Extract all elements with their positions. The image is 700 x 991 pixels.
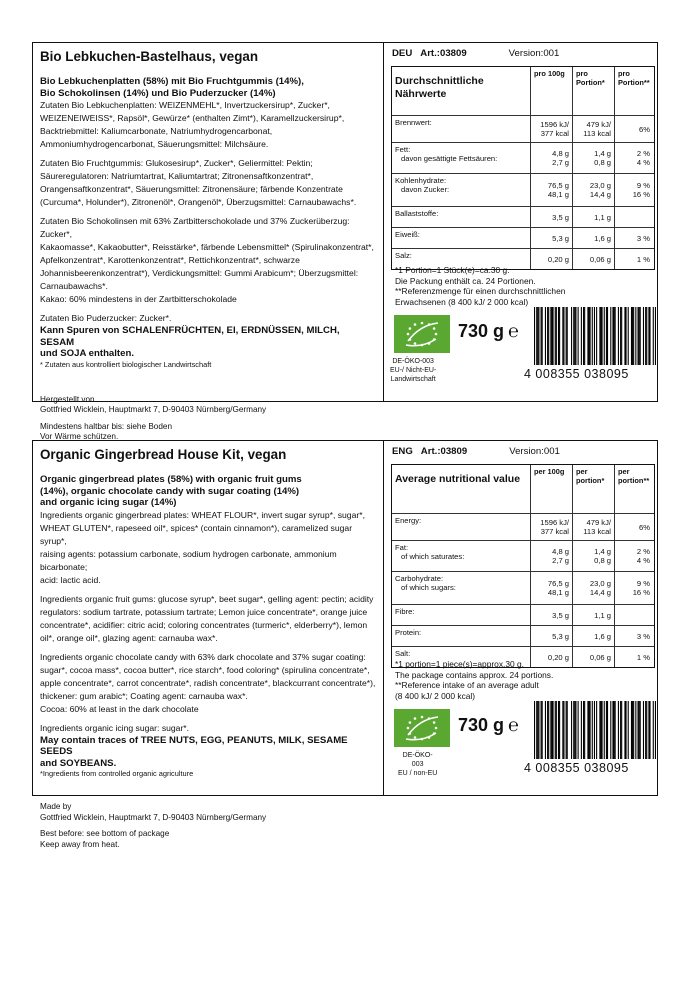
nutrient-value: 1,6 g	[572, 228, 614, 248]
footnote-line: **Reference intake of an average adult	[395, 680, 539, 690]
language-code: ENG	[392, 446, 413, 457]
nutrient-value: 479 kJ/ 113 kcal	[572, 514, 614, 540]
nutrient-name	[392, 572, 530, 604]
storage-info	[40, 829, 376, 850]
ean-number: 4 008355 038095	[524, 367, 629, 381]
ingredients-chocolate-line: sugar*, cocoa mass*, cocoa butter*, rice starch*, food coloring* (spirulina concentrate*,	[40, 664, 370, 675]
nutrient-label: Kohlenhydrate:	[395, 176, 447, 185]
nutrition-row	[392, 173, 654, 206]
nutrient-value: 0,06 g	[572, 647, 614, 667]
ingredients-chocolate-line: apple concentrate*, carrot concentrate*, radish concentrate*, blackcurrant concentrate*),	[40, 677, 376, 688]
nutrient-name	[392, 207, 530, 227]
ingredients-gingerbread	[40, 509, 376, 587]
nutrient-name	[392, 228, 530, 248]
organic-certification	[398, 751, 437, 778]
ingredients-fruit-gums-line: (Curcuma*, Holunder*), Zitronenöl*, Orangenöl*, Überzugsmittel: Carnaubawachs*.	[40, 197, 357, 207]
nutrition-column	[383, 43, 659, 401]
nutrient-sublabel: davon gesättigte Fettsäuren:	[401, 154, 498, 163]
nutrition-row	[392, 571, 654, 604]
ingredients-fruit-gums-line: oil*, orange oil*, glazing agent: carnauba wax*.	[40, 632, 218, 643]
allergen-warning-line: und SOJA enthalten.	[40, 348, 134, 359]
nutrient-value: 5,3 g	[530, 626, 572, 646]
portion-footnotes	[395, 659, 553, 701]
ingredients-gingerbread-line: Ingredients organic gingerbread plates: WHEAT FLOUR*, invert sugar syrup*, sugar*,	[40, 509, 365, 520]
nutrient-value: 1 %	[614, 249, 653, 269]
ingredients-fruit-gums-line: Säureregulatoren: Natriumtartrat, Kaliumtartrat; Zitronensaftkonzentrat*,	[40, 171, 314, 181]
nutrient-value: 1596 kJ/ 377 kcal	[530, 116, 572, 142]
ingredients-chocolate-line: Zutaten Bio Schokolinsen mit 63% Zartbitterschokolade und 37% Zuckerüberzug: Zucker*,	[40, 216, 350, 239]
version: Version:001	[508, 48, 560, 59]
ingredients-fruit-gums-line: concentrate*, acidifier: citric acid; coloring concentrates (turmeric*, elderberry*), lemon	[40, 619, 368, 630]
ean-barcode	[534, 307, 656, 365]
manufacturer-address: Gottfried Wicklein, Hauptmarkt 7, D-90403 Nürnberg/Germany	[40, 405, 267, 414]
cert-line: EU / non-EU	[398, 770, 438, 777]
best-before: Best before: see bottom of package	[40, 829, 170, 838]
ingredients-column	[33, 43, 383, 441]
ean-barcode	[534, 701, 656, 759]
ingredients-fruit-gums-line: Orangensaftkonzentrat*, Säuerungsmittel: Zitronensäure; färbende Konzentrate	[40, 184, 343, 194]
nutrient-sublabel: of which sugars:	[401, 583, 456, 592]
article-header	[392, 446, 560, 457]
nutrient-label: Energy:	[395, 516, 422, 525]
eu-organic-logo	[394, 709, 450, 747]
nutrition-row	[392, 604, 654, 625]
product-heading-line: Bio Schokolinsen (14%) und Bio Puderzucker (14%)	[40, 87, 276, 99]
ingredients-chocolate-line: Cocoa: 60% at least in the dark chocolate	[40, 703, 199, 714]
manufacturer	[40, 802, 376, 823]
nutrient-label: Ballaststoffe:	[395, 209, 439, 218]
nutrient-label: Salz:	[395, 251, 412, 260]
col-per-portion: pro Portion*	[572, 67, 614, 115]
cert-line: Landwirtschaft	[390, 376, 436, 383]
ingredients-chocolate-line: Kakaomasse*, Kakaobutter*, Reisstärke*, färbende Lebensmittel* (Spirulinakonzentrat*,	[40, 242, 374, 252]
nutrient-value: 3 %	[614, 228, 653, 248]
nutrient-value: 23,0 g 14,4 g	[572, 174, 614, 206]
nutrient-value: 1,1 g	[572, 207, 614, 227]
ingredients-chocolate-line: Apfelkonzentrat*, Karottenkonzentrat*, Rettichkonzentrat*, schwarze	[40, 255, 300, 265]
product-heading	[40, 76, 376, 99]
ingredients-gingerbread-line: Backtriebmittel: Kaliumcarbonate, Natriumhydrogencarbonat,	[40, 126, 273, 136]
nutrition-table	[391, 66, 655, 270]
version: Version:001	[509, 446, 560, 457]
product-heading	[40, 474, 376, 509]
nutrient-value: 0,20 g	[530, 647, 572, 667]
ingredients-fruit-gums-line: regulators: sodium tartrate, potassium tartrate; Lemon juice concentrate*, orange juice	[40, 606, 368, 617]
nutrition-column	[383, 441, 659, 795]
nutrient-value: 1,4 g 0,8 g	[572, 143, 614, 173]
ingredients-chocolate-line: Carnaubawachs*.	[40, 281, 108, 291]
nutrient-label: Eiweiß:	[395, 230, 420, 239]
nutrient-label: Brennwert:	[395, 118, 432, 127]
nutrient-label: Fat:	[395, 543, 409, 552]
nutrient-label: Fibre:	[395, 607, 415, 616]
footnote-line: Erwachsenen (8 400 kJ/ 2 000 kcal)	[395, 296, 529, 307]
col-per-100g: pro 100g	[530, 67, 572, 115]
nutrition-title: Average nutritional value	[395, 473, 521, 485]
nutrition-table	[391, 464, 655, 668]
nutrition-row	[392, 142, 654, 173]
ingredients-icing-sugar: Ingredients organic icing sugar: sugar*.	[40, 722, 190, 733]
nutrient-value: 4,8 g 2,7 g	[530, 143, 572, 173]
manufacturer	[40, 395, 376, 416]
nutrient-sublabel: davon Zucker:	[401, 185, 450, 194]
ingredients-column	[33, 441, 383, 849]
product-title: Bio Lebkuchen-Bastelhaus, vegan	[40, 49, 259, 64]
nutrient-name	[392, 143, 530, 173]
ean-number: 4 008355 038095	[524, 761, 629, 775]
ingredients-fruit-gums-line: Zutaten Bio Fruchtgummis: Glukosesirup*, Zucker*, Geliermittel: Pektin;	[40, 158, 313, 168]
ingredients-gingerbread-line: Ammoniumhydrogencarbonat, Säuerungsmittel: Milchsäure.	[40, 139, 269, 149]
ingredients-chocolate	[40, 651, 376, 716]
nutrition-row	[392, 115, 654, 142]
estimated-sign: ℮	[508, 321, 519, 341]
col-per-portion: per portion*	[572, 465, 614, 513]
nutrient-name	[392, 605, 530, 625]
nutrient-value: 1 %	[614, 647, 653, 667]
nutrient-value: 1,1 g	[572, 605, 614, 625]
article-number: Art.:03809	[420, 446, 468, 457]
product-title: Organic Gingerbread House Kit, vegan	[40, 447, 287, 462]
made-by-label: Hergestellt von	[40, 394, 95, 404]
product-heading-line: (14%), organic chocolate candy with sugar coating (14%)	[40, 485, 300, 497]
footnote-line: The package contains approx. 24 portions.	[395, 669, 554, 680]
cert-line: DE-ÖKO-	[402, 752, 433, 759]
nutrient-value: 0,20 g	[530, 249, 572, 269]
nutrient-label: Carbohydrate:	[395, 574, 444, 583]
english-label-panel	[32, 440, 658, 849]
footnote-line: *1 Portion=1 Stück(e)=ca.30 g.	[395, 265, 510, 275]
storage-note: Keep away from heat.	[40, 839, 120, 849]
nutrient-sublabel: of which saturates:	[401, 552, 465, 561]
ingredients-gingerbread-line: raising agents: potassium carbonate, sodium hydrogen carbonate, ammonium bicarbonate;	[40, 548, 337, 572]
nutrient-value: 1,4 g 0,8 g	[572, 541, 614, 571]
nutrition-header-row	[392, 465, 654, 513]
col-per-portion-ri: pro Portion**	[614, 67, 653, 115]
organic-certification	[390, 357, 436, 384]
allergen-warning	[40, 325, 376, 360]
ingredients-chocolate	[40, 215, 376, 306]
product-heading-line: Bio Lebkuchenplatten (58%) mit Bio Fruchtgummis (14%),	[40, 76, 304, 87]
article-number: Art.:03809	[420, 48, 467, 59]
footnote-line: (8 400 kJ/ 2 000 kcal)	[395, 690, 476, 701]
cert-line: DE-ÖKO-003	[392, 358, 434, 365]
nutrient-value: 76,5 g 48,1 g	[530, 572, 572, 604]
product-heading-line: and organic icing sugar (14%)	[40, 497, 177, 508]
cert-line: 003	[411, 761, 424, 768]
ingredients-chocolate-line: Ingredients organic chocolate candy with 63% dark chocolate and 37% sugar coating:	[40, 651, 366, 662]
ingredients-fruit-gums	[40, 593, 376, 645]
nutrient-value: 2 % 4 %	[614, 541, 653, 571]
eu-organic-logo	[394, 315, 450, 353]
best-before: Mindestens haltbar bis: siehe Boden	[40, 421, 172, 431]
organic-note: * Zutaten aus kontrolliert biologischer Landwirtschaft	[40, 359, 212, 369]
ingredients-fruit-gums	[40, 157, 376, 209]
nutrient-value: 3,5 g	[530, 605, 572, 625]
manufacturer-address: Gottfried Wicklein, Hauptmarkt 7, D-90403 Nürnberg/Germany	[40, 812, 267, 822]
nutrient-value: 2 % 4 %	[614, 143, 653, 173]
col-per-portion-ri: per portion**	[614, 465, 653, 513]
nutrition-title: Durchschnittliche Nährwerte	[395, 75, 484, 100]
storage-note: Vor Wärme schützen.	[40, 432, 119, 441]
nutrient-name	[392, 116, 530, 142]
allergen-warning	[40, 735, 376, 770]
footnote-line: *1 portion=1 piece(s)=approx.30 g.	[395, 659, 524, 669]
ingredients-chocolate-line: thickener: gum arabic*; Coating agent: carnauba wax*.	[40, 690, 248, 701]
nutrition-row	[392, 206, 654, 227]
nutrient-name	[392, 514, 530, 540]
nutrient-value: 1,6 g	[572, 626, 614, 646]
made-by-label: Made by	[40, 802, 72, 811]
net-weight: 730 g	[458, 715, 505, 735]
product-heading-line: Organic gingerbread plates (58%) with organic fruit gums	[40, 474, 302, 485]
nutrient-value: 1596 kJ/ 377 kcal	[530, 514, 572, 540]
nutrition-row	[392, 513, 654, 540]
nutrition-row	[392, 625, 654, 646]
ingredients-fruit-gums-line: Ingredients organic fruit gums: glucose syrup*, beet sugar*, gelling agent: pectin; acidity	[40, 593, 374, 604]
nutrient-value: 9 % 16 %	[614, 572, 653, 604]
nutrient-value: 3,5 g	[530, 207, 572, 227]
article-header	[392, 48, 559, 59]
allergen-warning-line: Kann Spuren von SCHALENFRÜCHTEN, EI, ERDNÜSSEN, MILCH, SESAM	[40, 325, 340, 348]
nutrient-value: 6%	[614, 514, 653, 540]
language-code: DEU	[392, 48, 413, 59]
nutrient-label: Salt:	[395, 649, 411, 658]
ingredients-gingerbread-line: Zutaten Bio Lebkuchenplatten: WEIZENMEHL*, Invertzuckersirup*, Zucker*,	[40, 100, 330, 110]
ingredients-chocolate-line: Johannisbeerenkonzentrat*), Verdickungsmittel: Gummi Arabicum*; Überzugsmittel:	[40, 268, 359, 278]
footnote-line: **Referenzmenge für einen durchschnittlichen	[395, 286, 566, 296]
nutrient-value: 5,3 g	[530, 228, 572, 248]
nutrition-row	[392, 227, 654, 248]
allergen-warning-line: and SOYBEANS.	[40, 757, 117, 769]
ingredients-gingerbread-line: acid: lactic acid.	[40, 574, 101, 585]
estimated-sign: ℮	[508, 715, 519, 735]
nutrition-row	[392, 540, 654, 571]
ingredients-gingerbread	[40, 99, 376, 151]
nutrition-header-row	[392, 67, 654, 115]
nutrient-value: 3 %	[614, 626, 653, 646]
nutrient-value: 4,8 g 2,7 g	[530, 541, 572, 571]
nutrient-value: 9 % 16 %	[614, 174, 653, 206]
nutrient-name	[392, 174, 530, 206]
footnote-line: Die Packung enthält ca. 24 Portionen.	[395, 275, 536, 286]
nutrient-value	[614, 207, 653, 227]
nutrient-label: Fett:	[395, 145, 411, 154]
ingredients-gingerbread-line: WEIZENEIWEISS*, Rapsöl*, Gewürze* (enthalten Zimt*), Karamellzuckersirup*,	[40, 113, 345, 123]
cert-line: EU-/ Nicht-EU-	[390, 367, 437, 374]
nutrient-value: 76,5 g 48,1 g	[530, 174, 572, 206]
nutrient-label: Protein:	[395, 628, 422, 637]
nutrient-value: 6%	[614, 116, 653, 142]
col-per-100g: per 100g	[530, 465, 572, 513]
portion-footnotes	[395, 265, 565, 307]
ingredients-chocolate-line: Kakao: 60% mindestens in der Zartbitterschokolade	[40, 294, 237, 304]
nutrient-value	[614, 605, 653, 625]
net-weight: 730 g	[458, 321, 505, 341]
nutrient-name	[392, 541, 530, 571]
ingredients-gingerbread-line: WHEAT GLUTEN*, rapeseed oil*, spices* (contain cinnamon*), caramelized sugar syrup*,	[40, 522, 353, 546]
german-label-panel	[32, 42, 658, 441]
nutrient-value: 23,0 g 14,4 g	[572, 572, 614, 604]
nutrient-name	[392, 626, 530, 646]
organic-note: *Ingredients from controlled organic agriculture	[40, 769, 194, 778]
allergen-warning-line: May contain traces of TREE NUTS, EGG, PEANUTS, MILK, SESAME SEEDS	[40, 734, 348, 757]
ingredients-icing-sugar: Zutaten Bio Puderzucker: Zucker*.	[40, 313, 172, 323]
nutrient-value: 0,06 g	[572, 249, 614, 269]
nutrient-value: 479 kJ/ 113 kcal	[572, 116, 614, 142]
